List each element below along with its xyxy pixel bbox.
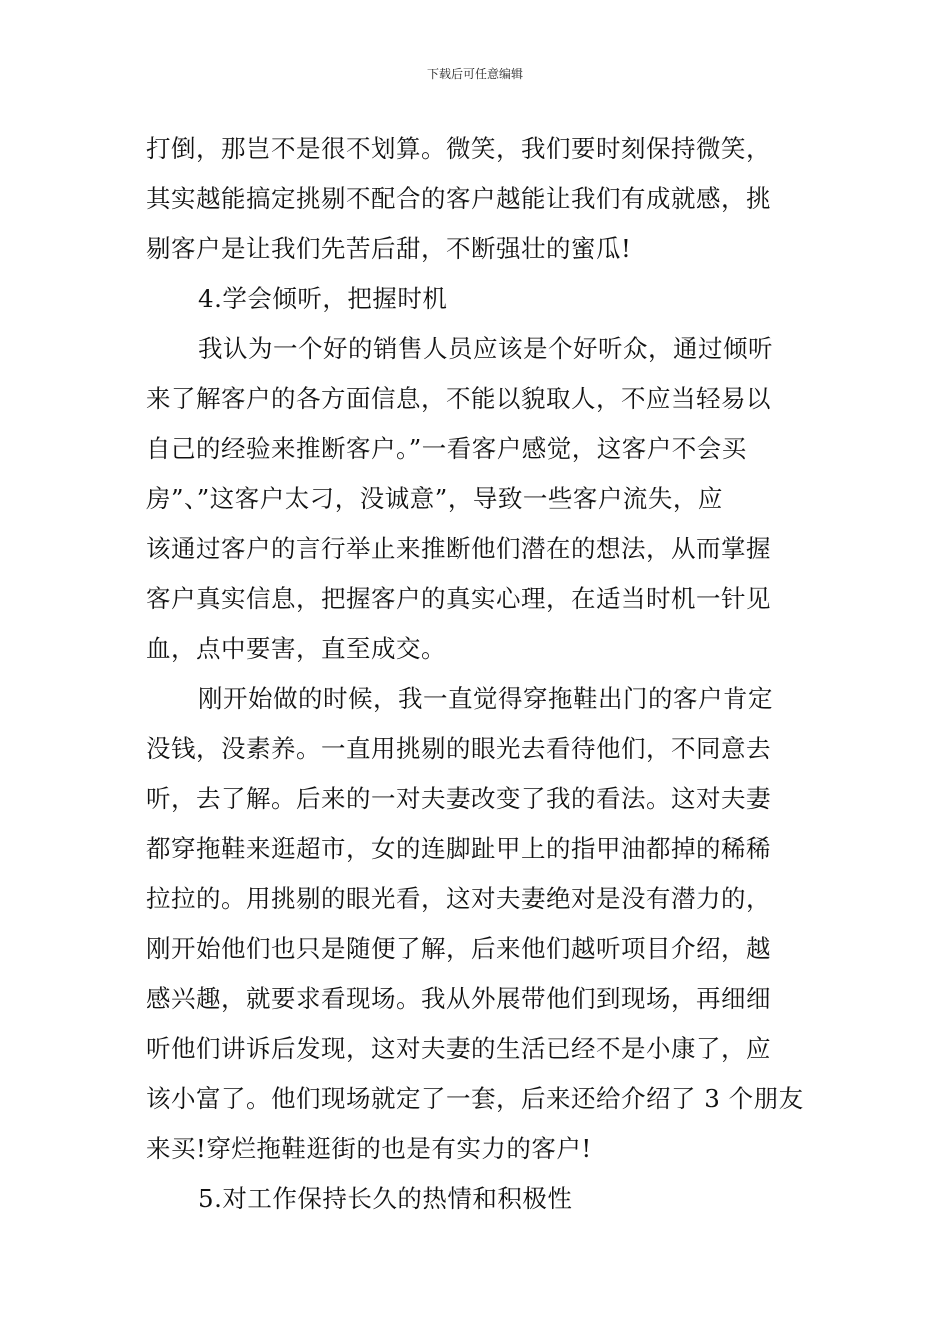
text-line: 来买!穿烂拖鞋逛街的也是有实力的客户! (146, 1134, 592, 1163)
page-header: 下载后可任意编辑 (426, 67, 523, 81)
text-line: 听，去了解。后来的一对夫妻改变了我的看法。这对夫妻 (146, 784, 771, 813)
text-line: 拉拉的。用挑剔的眼光看，这对夫妻绝对是没有潜力的， (146, 884, 771, 913)
text-line: 自己的经验来推断客户。”一看客户感觉，这客户不会买 (146, 434, 747, 463)
text-line: 该通过客户的言行举止来推断他们潜在的想法，从而掌握 (146, 534, 771, 563)
text-line: 血，点中要害，直至成交。 (146, 634, 446, 663)
text-line: 都穿拖鞋来逛超市，女的连脚趾甲上的指甲油都掉的稀稀 (146, 834, 771, 863)
text-line: 该小富了。他们现场就定了一套，后来还给介绍了 3 个朋友 (146, 1084, 804, 1113)
section-heading: 5.对工作保持长久的热情和积极性 (198, 1184, 573, 1213)
text-line: 没钱，没素养。一直用挑剔的眼光去看待他们，不同意去 (146, 734, 771, 763)
text-line: 感兴趣，就要求看现场。我从外展带他们到现场，再细细 (146, 984, 771, 1013)
text-line: 听他们讲诉后发现，这对夫妻的生活已经不是小康了，应 (146, 1034, 771, 1063)
text-line: 客户真实信息，把握客户的真实心理，在适当时机一针见 (146, 584, 771, 613)
text-line: 其实越能搞定挑剔不配合的客户越能让我们有成就感，挑 (146, 184, 771, 213)
text-line: 剔客户是让我们先苦后甜，不断强壮的蜜瓜! (146, 234, 632, 263)
text-line: 刚开始他们也只是随便了解，后来他们越听项目介绍，越 (146, 934, 771, 963)
text-line: 房”、”这客户太刁，没诚意”，导致一些客户流失，应 (146, 484, 723, 513)
document-body (146, 124, 816, 1224)
text-line: 我认为一个好的销售人员应该是个好听众，通过倾听 (198, 334, 773, 363)
text-line: 来了解客户的各方面信息，不能以貌取人，不应当轻易以 (146, 384, 771, 413)
text-line: 打倒，那岂不是很不划算。微笑，我们要时刻保持微笑， (146, 134, 771, 163)
text-line: 刚开始做的时候，我一直觉得穿拖鞋出门的客户肯定 (198, 684, 773, 713)
section-heading: 4.学会倾听，把握时机 (198, 284, 448, 313)
